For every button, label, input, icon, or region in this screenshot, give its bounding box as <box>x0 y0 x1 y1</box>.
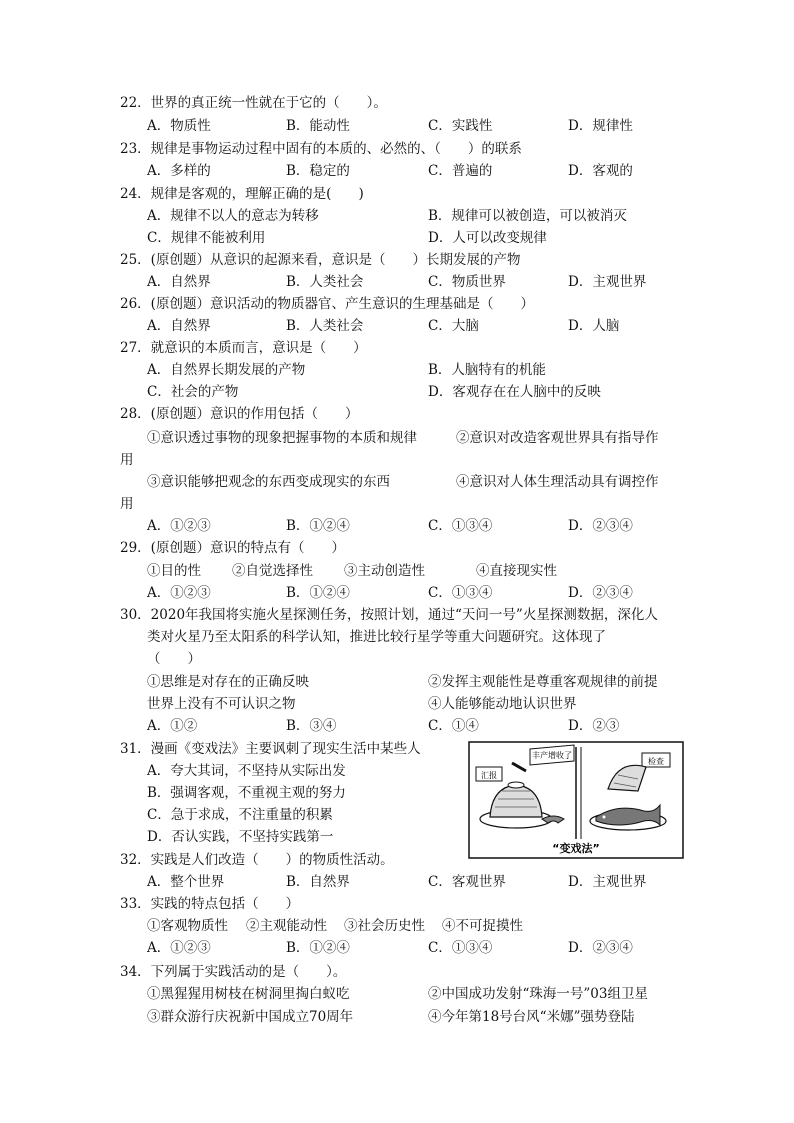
cartoon-bianxifa <box>468 741 684 859</box>
question-31-stem: 31．漫画《变戏法》主要讽刺了现实生活中某些人 <box>120 741 421 757</box>
q28-item-4: ④意识对人体生理活动具有调控作 <box>456 474 659 490</box>
cartoon-label-right: 检查 <box>648 757 664 766</box>
q26-option-d: D．人脑 <box>568 318 620 334</box>
q33-item-1: ①客观物质性 <box>147 918 228 934</box>
q26-option-b: B．人类社会 <box>286 318 364 334</box>
q27-option-c: C．社会的产物 <box>147 384 239 400</box>
q29-item-1: ①目的性 <box>147 563 201 579</box>
q25-option-b: B．人类社会 <box>286 274 364 290</box>
q30-option-a: A．①② <box>147 718 198 734</box>
cartoon-title: “变戏法” <box>552 842 600 855</box>
q25-option-c: C．物质世界 <box>428 274 506 290</box>
q33-item-4: ④不可捉摸性 <box>442 918 523 934</box>
q28-option-a: A．①②③ <box>147 518 211 534</box>
q25-option-d: D．主观世界 <box>568 274 647 290</box>
q29-item-2: ②自觉选择性 <box>232 563 313 579</box>
question-22-stem: 22．世界的真正统一性就在于它的（ ）。 <box>120 95 387 111</box>
q22-option-d: D．规律性 <box>568 118 633 134</box>
q32-option-c: C．客观世界 <box>428 874 506 890</box>
q29-option-d: D．②③④ <box>568 585 633 601</box>
q28-option-b: B．①②④ <box>286 518 350 534</box>
q27-option-d: D．客观存在在人脑中的反映 <box>428 384 601 400</box>
question-33-stem: 33．实践的特点包括（ ） <box>120 896 300 912</box>
q32-option-d: D．主观世界 <box>568 874 647 890</box>
q34-item-1: ①黑猩猩用树枝在树洞里掏白蚁吃 <box>147 986 350 1002</box>
q23-option-d: D．客观的 <box>568 163 633 179</box>
q30-option-d: D．②③ <box>568 718 620 734</box>
question-24-stem: 24．规律是客观的，理解正确的是( ) <box>120 186 364 202</box>
question-26-stem: 26．(原创题）意识活动的物质器官、产生意识的生理基础是（ ） <box>120 296 534 312</box>
cartoon-banner: 丰产增收了 <box>532 751 572 760</box>
q33-item-2: ②主观能动性 <box>246 918 327 934</box>
q30-item-4: ④人能够能动地认识世界 <box>428 696 577 712</box>
q33-option-a: A．①②③ <box>147 940 211 956</box>
question-32-stem: 32．实践是人们改造（ ）的物质性活动。 <box>120 852 394 868</box>
q27-option-b: B．人脑特有的机能 <box>428 362 546 378</box>
q26-option-a: A．自然界 <box>147 318 211 334</box>
q29-item-3: ③主动创造性 <box>344 563 425 579</box>
q34-item-3: ③群众游行庆祝新中国成立70周年 <box>147 1009 354 1025</box>
q29-option-b: B．①②④ <box>286 585 350 601</box>
q31-option-c: C．急于求成，不注重量的积累 <box>147 807 333 823</box>
q30-option-c: C．①④ <box>428 718 479 734</box>
q22-option-b: B．能动性 <box>286 118 350 134</box>
question-30-stem: 30．2020年我国将实施火星探测任务，按照计划，通过“天问一号”火星探测数据，深化人 <box>120 607 658 623</box>
q29-option-a: A．①②③ <box>147 585 211 601</box>
q28-item-2-wrap: 用 <box>120 452 134 468</box>
q29-item-4: ④直接现实性 <box>476 563 557 579</box>
q28-option-d: D．②③④ <box>568 518 633 534</box>
q30-item-3: 世界上没有不可认识之物 <box>147 696 296 712</box>
q22-option-a: A．物质性 <box>147 118 211 134</box>
q30-item-1: ①思维是对存在的正确反映 <box>147 674 309 690</box>
q32-option-a: A．整个世界 <box>147 874 225 890</box>
q23-option-c: C．普遍的 <box>428 163 493 179</box>
q23-option-a: A．多样的 <box>147 163 211 179</box>
question-23-stem: 23．规律是事物运动过程中固有的本质的、必然的、（ ）的联系 <box>120 141 522 157</box>
question-29-stem: 29．(原创题）意识的特点有（ ） <box>120 540 345 556</box>
q25-option-a: A．自然界 <box>147 274 211 290</box>
q33-option-d: D．②③④ <box>568 940 633 956</box>
q28-item-3: ③意识能够把观念的东西变成现实的东西 <box>147 474 390 490</box>
question-30-stem-line3: （ ） <box>147 651 201 667</box>
q24-option-b: B．规律可以被创造，可以被消灭 <box>428 208 627 224</box>
question-28-stem: 28．(原创题）意识的作用包括（ ） <box>120 406 359 422</box>
q27-option-a: A．自然界长期发展的产物 <box>147 362 306 378</box>
q24-option-c: C．规律不能被利用 <box>147 230 266 246</box>
q34-item-4: ④今年第18号台风“米娜”强势登陆 <box>428 1009 635 1025</box>
q34-item-2: ②中国成功发射“珠海一号”03组卫星 <box>428 986 648 1002</box>
q28-option-c: C．①③④ <box>428 518 493 534</box>
q33-option-c: C．①③④ <box>428 940 493 956</box>
question-30-stem-line2: 类对火星乃至太阳系的科学认知，推进比较行星学等重大问题研究。这体现了 <box>147 629 606 645</box>
q22-option-c: C．实践性 <box>428 118 493 134</box>
q31-option-a: A．夸大其词，不坚持从实际出发 <box>147 763 346 779</box>
q28-item-1: ①意识透过事物的现象把握事物的本质和规律 <box>147 430 417 446</box>
q31-option-d: D．否认实践，不坚持实践第一 <box>147 829 334 845</box>
q26-option-c: C．大脑 <box>428 318 479 334</box>
q30-option-b: B．③④ <box>286 718 337 734</box>
q32-option-b: B．自然界 <box>286 874 350 890</box>
q31-option-b: B．强调客观，不重视主观的努力 <box>147 785 346 801</box>
q33-option-b: B．①②④ <box>286 940 350 956</box>
question-27-stem: 27．就意识的本质而言，意识是（ ） <box>120 340 367 356</box>
q30-item-2: ②发挥主观能性是尊重客观规律的前提 <box>428 674 658 690</box>
question-25-stem: 25．(原创题）从意识的起源来看，意识是（ ）长期发展的产物 <box>120 252 521 268</box>
q33-item-3: ③社会历史性 <box>344 918 425 934</box>
cartoon-label-left: 汇报 <box>481 771 497 780</box>
q24-option-a: A．规律不以人的意志为转移 <box>147 208 319 224</box>
q24-option-d: D．人可以改变规律 <box>428 230 547 246</box>
q23-option-b: B．稳定的 <box>286 163 350 179</box>
q29-option-c: C．①③④ <box>428 585 493 601</box>
q28-item-4-wrap: 用 <box>120 496 134 512</box>
q28-item-2: ②意识对改造客观世界具有指导作 <box>456 430 659 446</box>
question-34-stem: 34．下列属于实践活动的是（ ）。 <box>120 964 347 980</box>
